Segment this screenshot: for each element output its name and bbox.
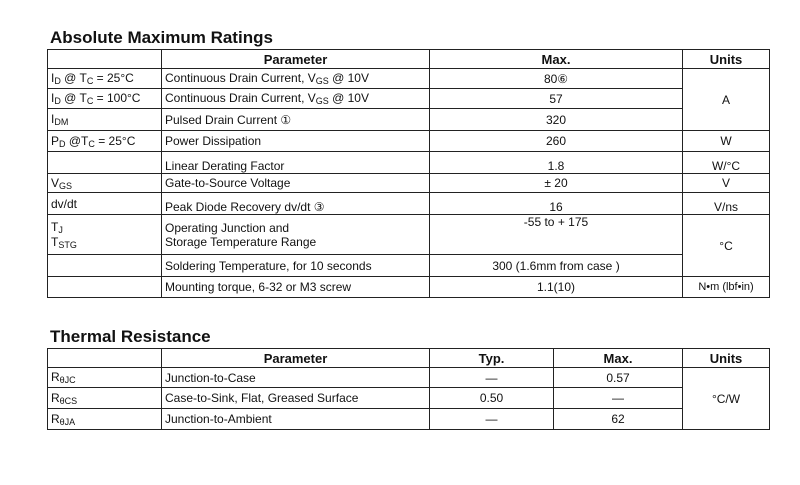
header-typ: Typ. — [430, 349, 554, 368]
parameter-cell: Power Dissipation — [162, 131, 430, 152]
table-row — [48, 152, 770, 174]
max-cell: 16 — [430, 193, 683, 215]
thermal-header-row — [48, 349, 770, 368]
table-row — [48, 174, 770, 193]
symbol-cell — [48, 255, 162, 277]
parameter-subscript: GS — [315, 76, 329, 86]
symbol-line — [51, 235, 158, 250]
condition-tail: = 25°C — [93, 71, 134, 85]
condition: @ T — [60, 71, 87, 85]
condition-tail: = 25°C — [94, 133, 136, 148]
units-cell: N•m (lbf•in) — [683, 277, 770, 298]
parameter-tail: @ 10V — [328, 91, 369, 105]
thermal-title: Thermal Resistance — [50, 327, 211, 346]
symbol-subscript: θCS — [59, 395, 78, 406]
abs-max-table — [47, 49, 770, 298]
max-cell: ± 20 — [430, 174, 683, 193]
units-cell: V/ns — [683, 193, 770, 215]
max-cell: 320 — [430, 109, 683, 131]
condition-subscript: C — [86, 96, 94, 106]
symbol-subscript: STG — [58, 239, 77, 250]
parameter-cell: Gate-to-Source Voltage — [162, 174, 430, 193]
abs-max-header-row — [48, 50, 770, 69]
symbol-cell — [48, 152, 162, 174]
symbol-stack — [51, 220, 158, 250]
condition-subscript: C — [86, 76, 94, 86]
symbol-subscript: D — [54, 76, 61, 86]
max-cell: 300 (1.6mm from case ) — [430, 255, 683, 277]
units-cell-temp: °C — [683, 215, 770, 277]
symbol-subscript: GS — [59, 180, 73, 191]
symbol: R — [51, 370, 60, 384]
parameter-cell: Junction-to-Ambient — [162, 409, 430, 430]
max-cell: -55 to + 175 — [430, 215, 683, 255]
max-cell: 260 — [430, 131, 683, 152]
symbol-cell — [48, 131, 162, 152]
condition-tail: = 100°C — [93, 91, 141, 105]
symbol-cell — [48, 388, 162, 409]
symbol-line — [51, 220, 158, 235]
table-row — [48, 368, 770, 388]
parameter-stack — [165, 221, 426, 249]
units-cell-current: A — [683, 69, 770, 131]
parameter-cell: Soldering Temperature, for 10 seconds — [162, 255, 430, 277]
symbol-cell — [48, 409, 162, 430]
parameter-cell: Linear Derating Factor — [162, 152, 430, 174]
max-cell: 0.57 — [554, 368, 683, 388]
max-cell: 1.8 — [430, 152, 683, 174]
table-row — [48, 255, 770, 277]
table-row — [48, 193, 770, 215]
symbol: P — [51, 133, 60, 148]
condition: @ T — [60, 91, 87, 105]
parameter-cell — [162, 215, 430, 255]
units-cell: V — [683, 174, 770, 193]
header-max: Max. — [430, 50, 683, 69]
parameter-line: Operating Junction and — [165, 220, 290, 235]
thermal-table — [47, 348, 770, 430]
symbol-subscript: θJA — [59, 416, 76, 427]
condition-subscript: C — [88, 138, 95, 149]
header-symbol — [48, 349, 162, 368]
symbol-cell — [48, 368, 162, 388]
symbol-cell — [48, 69, 162, 89]
condition: @T — [65, 133, 89, 148]
parameter-cell: Mounting torque, 6-32 or M3 screw — [162, 277, 430, 298]
units-cell: W — [683, 131, 770, 152]
symbol: R — [51, 390, 60, 405]
parameter-tail: @ 10V — [328, 71, 369, 85]
typ-cell: — — [430, 409, 554, 430]
symbol: V — [51, 175, 60, 190]
symbol: T — [51, 219, 59, 234]
parameter: Continuous Drain Current, V — [165, 71, 316, 85]
symbol-cell: dv/dt — [48, 193, 162, 215]
abs-max-title: Absolute Maximum Ratings — [50, 28, 273, 47]
symbol: T — [51, 234, 59, 249]
table-row — [48, 277, 770, 298]
symbol: I — [51, 112, 55, 126]
table-row — [48, 109, 770, 131]
parameter-line: Storage Temperature Range — [165, 234, 317, 249]
parameter-subscript: GS — [315, 96, 329, 106]
symbol-cell — [48, 215, 162, 255]
table-row — [48, 89, 770, 109]
parameter-cell — [162, 89, 430, 109]
table-row — [48, 388, 770, 409]
header-parameter: Parameter — [162, 349, 430, 368]
symbol-subscript: D — [54, 96, 61, 106]
symbol: I — [51, 91, 55, 105]
header-symbol — [48, 50, 162, 69]
symbol-subscript: DM — [54, 117, 69, 127]
units-cell: W/°C — [683, 152, 770, 174]
symbol-subscript: θJC — [59, 375, 76, 385]
symbol-cell — [48, 109, 162, 131]
symbol-subscript: J — [58, 224, 63, 235]
table-row — [48, 215, 770, 255]
parameter-cell — [162, 69, 430, 89]
table-row — [48, 409, 770, 430]
header-units: Units — [683, 349, 770, 368]
parameter-cell: Pulsed Drain Current ① — [162, 109, 430, 131]
parameter: Continuous Drain Current, V — [165, 91, 316, 105]
header-parameter: Parameter — [162, 50, 430, 69]
symbol-subscript: D — [59, 138, 66, 149]
max-cell: 80⑥ — [430, 69, 683, 89]
max-cell: — — [554, 388, 683, 409]
symbol: I — [51, 71, 55, 85]
max-cell: 1.1(10) — [430, 277, 683, 298]
typ-cell: 0.50 — [430, 388, 554, 409]
parameter-cell: Peak Diode Recovery dv/dt ③ — [162, 193, 430, 215]
table-row — [48, 69, 770, 89]
table-row — [48, 131, 770, 152]
symbol-cell — [48, 174, 162, 193]
parameter-cell: Junction-to-Case — [162, 368, 430, 388]
symbol-cell — [48, 277, 162, 298]
symbol: R — [51, 411, 60, 426]
parameter-cell: Case-to-Sink, Flat, Greased Surface — [162, 388, 430, 409]
max-cell: 62 — [554, 409, 683, 430]
symbol-cell — [48, 89, 162, 109]
max-cell: 57 — [430, 89, 683, 109]
header-max: Max. — [554, 349, 683, 368]
units-cell: °C/W — [683, 368, 770, 430]
typ-cell: — — [430, 368, 554, 388]
header-units: Units — [683, 50, 770, 69]
